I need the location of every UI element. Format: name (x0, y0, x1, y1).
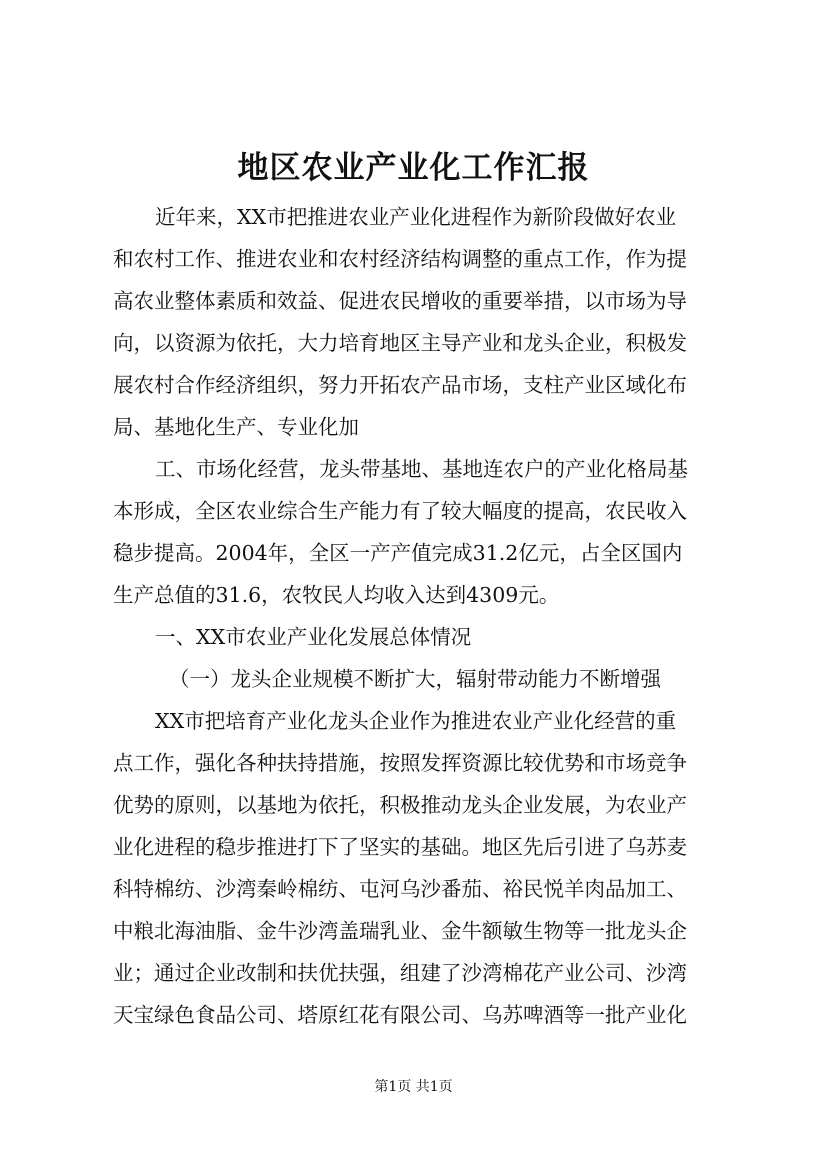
paragraph-line: 业化进程的稳步推进打下了坚实的基础。地区先后引进了乌苏麦 (113, 835, 687, 859)
paragraph-line: 中粮北海油脂、金牛沙湾盖瑞乳业、金牛额敏生物等一批龙头企 (113, 919, 687, 943)
document-body (113, 196, 743, 1036)
paragraph-line: 业；通过企业改制和扶优扶强，组建了沙湾棉花产业公司、沙湾 (113, 961, 687, 985)
section-heading: 一、XX市农业产业化发展总体情况 (155, 625, 472, 649)
paragraph-line: 近年来，XX市把推进农业产业化进程作为新阶段做好农业 (155, 205, 677, 229)
document-title: 地区农业产业化工作汇报 (237, 150, 590, 186)
paragraph-line: 科特棉纺、沙湾秦岭棉纺、屯河乌沙番茄、裕民悦羊肉品加工、 (113, 877, 687, 901)
page-number-footer: 第1页 共1页 (374, 1079, 453, 1095)
paragraph-line: 天宝绿色食品公司、塔原红花有限公司、乌苏啤酒等一批产业化 (113, 1003, 687, 1027)
paragraph-line: 展农村合作经济组织，努力开拓农产品市场，支柱产业区域化布 (113, 373, 687, 397)
paragraph-line: 高农业整体素质和效益、促进农民增收的重要举措，以市场为导 (113, 289, 687, 313)
paragraph-line: 生产总值的31.6，农牧民人均收入达到4309元。 (113, 583, 560, 607)
subsection-heading: （一）龙头企业规模不断扩大，辐射带动能力不断增强 (169, 667, 661, 691)
paragraph-line: 稳步提高。2004年，全区一产产值完成31.2亿元，占全区国内 (113, 541, 683, 565)
paragraph-line: XX市把培育产业化龙头企业作为推进农业产业化经营的重 (155, 709, 677, 733)
paragraph-line: 和农村工作、推进农业和农村经济结构调整的重点工作，作为提 (113, 247, 687, 271)
paragraph-line: 工、市场化经营，龙头带基地、基地连农户的产业化格局基 (155, 457, 688, 481)
paragraph-line: 局、基地化生产、专业化加 (113, 415, 359, 439)
paragraph-line: 点工作，强化各种扶持措施，按照发挥资源比较优势和市场竞争 (113, 751, 687, 775)
paragraph-line: 本形成，全区农业综合生产能力有了较大幅度的提高，农民收入 (113, 499, 687, 523)
paragraph-line: 优势的原则，以基地为依托，积极推动龙头企业发展，为农业产 (113, 793, 687, 817)
paragraph-line: 向，以资源为依托，大力培育地区主导产业和龙头企业，积极发 (113, 331, 687, 355)
